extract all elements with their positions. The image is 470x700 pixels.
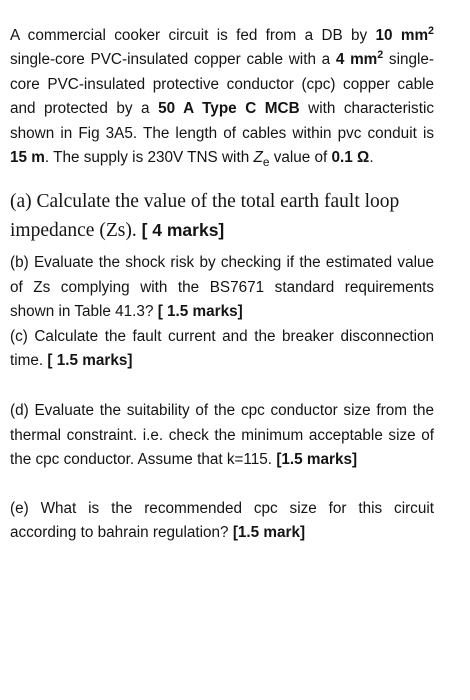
question-page bbox=[10, 24, 434, 546]
cpc-size: 4 $mm^2$ bbox=[335, 49, 384, 69]
question-c-text: (c) Calculate the fault current and the breaker disconnection time. bbox=[10, 327, 434, 370]
intro-text-7: . bbox=[369, 149, 374, 167]
question-d bbox=[10, 399, 434, 472]
intro-text-4: with characteristic shown in Fig 3A5. The length of cables within pvc conduit is bbox=[10, 100, 435, 142]
question-a-marks: [ 4 marks] bbox=[141, 220, 225, 241]
intro-text-2: single-core PVC-insulated copper cable with a bbox=[10, 51, 336, 69]
question-b bbox=[10, 251, 434, 324]
intro-text-1: A commercial cooker circuit is fed from a DB by bbox=[10, 27, 376, 44]
question-d-marks: [1.5 marks] bbox=[276, 451, 358, 469]
cable-size-exponent: 2 bbox=[428, 25, 434, 38]
question-e-text: (e) What is the recommended cpc size for this circuit according to bahrain regulation? bbox=[10, 499, 434, 542]
cable-size: 10 $mm^2$ bbox=[375, 25, 434, 44]
question-d-text: (d) Evaluate the suitability of the cpc conductor size from the thermal constraint. i.e. check the minimum acceptable size of the cpc conductor. Assume that k=115. bbox=[10, 402, 434, 469]
mcb-rating: 50 A Type C MCB bbox=[158, 100, 300, 118]
question-c bbox=[10, 325, 434, 374]
cable-length: 15 m bbox=[10, 149, 45, 167]
intro-text-6: value of bbox=[269, 149, 332, 167]
intro-text-3: single-core PVC-insulated protective conductor (cpc) copper cable and protected by a bbox=[10, 51, 434, 118]
question-a-text: (a) Calculate the value of the total earth fault loop impedance (Zs). bbox=[10, 191, 400, 242]
intro-text-5: . The supply is 230V TNS with bbox=[44, 149, 254, 167]
problem-statement bbox=[10, 24, 434, 170]
question-b-text: (b) Evaluate the shock risk by checking if the estimated value of Zs complying with the BS7671 standard requirements shown in Table 41.3? bbox=[10, 254, 434, 321]
ze-subscript: e bbox=[262, 155, 270, 170]
question-b-marks: [ 1.5 marks] bbox=[157, 303, 243, 321]
question-e-marks: [1.5 mark] bbox=[232, 524, 306, 542]
ze-value: 0.1 Ω bbox=[331, 149, 370, 167]
ze-symbol: $Z_e$ bbox=[253, 149, 270, 170]
question-c-marks: [ 1.5 marks] bbox=[47, 352, 133, 370]
question-a bbox=[10, 188, 434, 245]
cpc-size-exponent: 2 bbox=[377, 49, 384, 62]
question-e bbox=[10, 497, 434, 546]
